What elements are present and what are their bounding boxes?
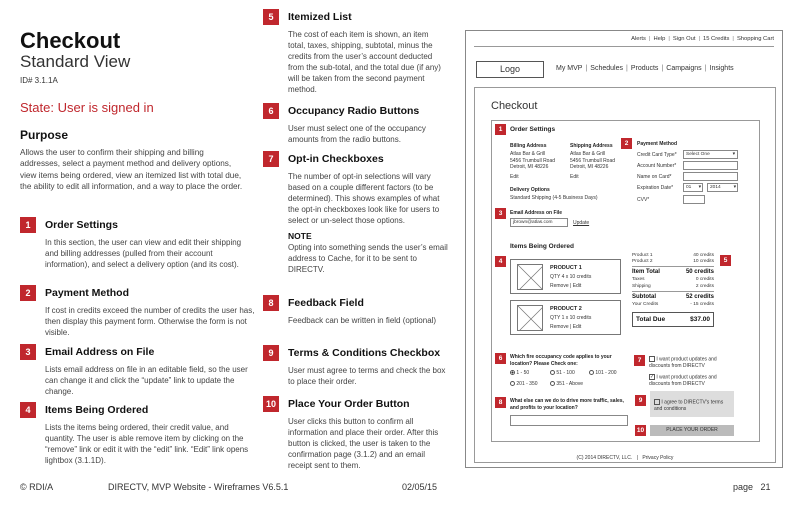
feedback-question: What else can we do to drive more traffic, sales, and profits to your location? [510, 398, 624, 411]
copyright: (C) 2014 DIRECTV, LLC. [576, 455, 633, 461]
section-number-badge: 5 [263, 9, 279, 25]
nav-schedules[interactable]: Schedules [590, 65, 623, 72]
nav-campaigns[interactable]: Campaigns [666, 65, 702, 72]
section-number-badge: 9 [263, 345, 279, 361]
state-label: State: User is signed in [20, 100, 154, 115]
remove-link[interactable]: Remove [550, 324, 569, 330]
section-number-badge: 4 [20, 402, 36, 418]
section-text: Feedback can be written in field (optional) [288, 316, 437, 325]
nav-insights[interactable]: Insights [709, 65, 734, 72]
sign-out-link[interactable]: Sign Out [672, 36, 696, 42]
section-heading: Feedback Field [288, 297, 364, 309]
footer-page: page 21 [733, 482, 771, 492]
shipping-address-label: Shipping Address [570, 143, 613, 149]
section-terms-checkbox [263, 345, 446, 387]
radio[interactable] [510, 381, 515, 386]
section-number-badge: 7 [263, 151, 279, 167]
remove-link[interactable]: Remove [550, 283, 569, 289]
product-card [510, 259, 621, 294]
nav-products[interactable]: Products [630, 65, 659, 72]
section-text: The number of opt-in selections will vary based on a couple different factors (to be determined). This shows examples of what the opt-in checkboxes look like for users to select or un-select those options. [288, 172, 440, 225]
page-subtitle: Standard View [20, 52, 131, 71]
section-occupancy-radio [263, 103, 443, 145]
note-heading: NOTE [288, 231, 312, 241]
help-link[interactable]: Help [653, 36, 666, 42]
callout-badge: 4 [495, 256, 506, 267]
note-text: Opting into something sends the user’s email address to Cache, for it to be sent to DIRECTV. [288, 243, 448, 274]
account-number-label: Account Number* [637, 163, 677, 169]
section-heading: Email Address on File [45, 346, 155, 358]
callout-badge: 5 [720, 255, 731, 266]
section-feedback-field [263, 295, 443, 326]
top-utility-links: Alerts | Help | Sign Out | 15 Credits | Shopping Cart [631, 36, 774, 42]
callout-badge: 10 [636, 427, 645, 434]
billing-address-label: Billing Address [510, 143, 547, 149]
section-heading: Opt-in Checkboxes [288, 153, 384, 165]
callout-badge: 3 [495, 208, 506, 219]
nav-my-mvp[interactable]: My MVP [556, 65, 583, 72]
card-type-select[interactable]: Select One ▾ [683, 150, 738, 159]
section-text: In this section, the user can view and edit their shipping and billing addresses (pulled from their account information), and select a delivery option (and its cost). [45, 238, 242, 269]
divider [632, 291, 714, 292]
radio-selected[interactable] [510, 370, 515, 375]
callout-badge: 1 [495, 124, 506, 135]
callout-badge: 7 [634, 355, 645, 366]
shopping-cart-link[interactable]: Shopping Cart [736, 36, 774, 42]
product-qty: QTY 1 x 10 credits [550, 315, 592, 321]
expiration-label: Expiration Date* [637, 185, 674, 191]
occupancy-option[interactable]: 51 - 100 [550, 370, 575, 377]
product-image-placeholder [517, 305, 543, 331]
callout-badge: 9 [635, 395, 646, 406]
section-items-being-ordered [20, 402, 249, 466]
card-type-label: Credit Card Type* [637, 152, 677, 158]
opt-in-option[interactable]: ✓ I want product updates and discounts from DIRECTV [649, 374, 717, 387]
section-text: The cost of each item is shown, an item total, taxes, shipping, subtotal, minus the credits from the user’s account deducted from the sub-total, and the total due (if any) will be taken from the second payment method. [288, 30, 441, 94]
terms-label: I agree to DIRECTV's terms and conditions [654, 399, 724, 412]
items-heading: Items Being Ordered [510, 243, 574, 250]
delivery-options-label: Delivery Options [510, 187, 550, 193]
section-text: Lists email address on file in an editable field, so the user can change it and click the “update” link to update the change. [45, 365, 248, 396]
section-place-order-button [263, 396, 443, 471]
section-text: If cost in credits exceed the number of credits the user has, then display this payment form. Otherwise the form is not visible. [45, 306, 255, 337]
privacy-policy-link[interactable]: Privacy Policy [642, 455, 674, 461]
section-heading: Occupancy Radio Buttons [288, 105, 420, 117]
chevron-down-icon: ▾ [732, 152, 735, 157]
section-number-badge: 2 [20, 285, 36, 301]
section-email-address [20, 344, 248, 397]
section-number-badge: 10 [263, 396, 279, 412]
footer-project: DIRECTV, MVP Website - Wireframes V6.5.1 [108, 482, 289, 492]
email-label: Email Address on File [510, 210, 563, 216]
section-order-settings [20, 217, 245, 270]
section-number-badge: 1 [20, 217, 36, 233]
divider [632, 266, 714, 267]
product-image-placeholder [517, 264, 543, 290]
page-number: 21 [760, 482, 771, 492]
doc-id: ID# 3.1.1A [20, 76, 58, 85]
cvv-input[interactable] [683, 195, 705, 204]
product-qty: QTY 4 x 10 credits [550, 274, 592, 280]
order-settings-heading: Order Settings [510, 126, 556, 133]
product-actions: Remove | Edit [550, 283, 582, 289]
payment-method-label: Payment Method [637, 141, 678, 147]
product-name: PRODUCT 1 [550, 265, 582, 271]
section-heading: Terms & Conditions Checkbox [288, 347, 441, 359]
purpose-heading: Purpose [20, 128, 69, 142]
section-text: Lists the items being ordered, their credit value, and quantity. The user is able remove item by clicking on the “remove” link or edit it with the “edit” link. “Edit” link opens lightbox (3.1.1D). [45, 423, 249, 465]
itemized-summary: Product 1 40 credits Product 2 10 credits Item Total 50 credits Taxes 0 credits Shipping 2 credits Subtotal 52 credits Your Credits - 15 credits Total Due $37.00 [632, 253, 714, 327]
chevron-down-icon: ▾ [698, 185, 701, 190]
main-nav: My MVP | Schedules | Products | Campaigns | Insights [556, 65, 734, 72]
section-payment-method [20, 285, 255, 338]
feedback-input[interactable] [510, 415, 628, 426]
checkout-title: Checkout [491, 100, 538, 112]
email-input[interactable]: jbrown@atlas.com [510, 218, 568, 227]
radio[interactable] [589, 370, 594, 375]
edit-link[interactable]: Edit [570, 173, 579, 180]
product-actions: Remove | Edit [550, 324, 582, 330]
delivery-option-value[interactable]: Standard Shipping (4-5 Business Days) [510, 195, 598, 201]
section-heading: Payment Method [45, 287, 130, 299]
credits-link[interactable]: 15 Credits [703, 36, 730, 42]
checkout-panel [474, 87, 776, 463]
footer-credit: © RDI/A [20, 482, 54, 492]
callout-badge: 6 [495, 353, 506, 364]
exp-month-select[interactable]: 01 ▾ [683, 183, 703, 192]
logo[interactable]: Logo [476, 61, 544, 78]
divider [474, 46, 774, 47]
alerts-link[interactable]: Alerts [631, 36, 646, 42]
occupancy-option[interactable]: 101 - 200 [589, 370, 617, 377]
chevron-down-icon: ▾ [733, 185, 736, 190]
place-order-button[interactable]: PLACE YOUR ORDER [650, 425, 734, 436]
name-on-card-input[interactable] [683, 172, 738, 181]
purpose-text: Allows the user to confirm their shipping and billing addresses, select a payment method and delivery options, view items being ordered, view an itemized list with total due, the ability to edit all information, and a way to place the order. [20, 148, 243, 192]
terms-box[interactable] [650, 391, 734, 417]
edit-link[interactable]: Edit [572, 283, 582, 289]
section-text: User must select one of the occupancy amounts from the radio buttons. [288, 124, 426, 144]
callout-badge: 2 [621, 138, 632, 149]
name-on-card-label: Name on Card* [637, 174, 672, 180]
checkbox[interactable] [654, 399, 660, 405]
shipping-address: Atlas Bar & Grill 5456 Trumbull Road Detroit, MI 48226 Edit [570, 151, 616, 180]
occupancy-option[interactable]: 201 - 350 [510, 381, 538, 388]
section-heading: Items Being Ordered [45, 404, 149, 416]
wireframe-mockup [465, 30, 783, 468]
page-title: Checkout [20, 28, 121, 53]
section-opt-in-checkboxes [263, 151, 448, 275]
update-link[interactable]: Update [573, 220, 590, 226]
billing-address: Atlas Bar & Grill 5456 Trumbull Road Detroit, MI 48226 Edit [510, 151, 556, 180]
section-text: User clicks this button to confirm all information and place their order. After this button is clicked, the user is taken to the confirmation page (3.1.2) and an email receipt sent to them. [288, 417, 439, 470]
product-card [510, 300, 621, 335]
section-number-badge: 8 [263, 295, 279, 311]
cvv-label: CVV* [637, 197, 650, 203]
edit-link[interactable]: Edit [510, 173, 519, 180]
total-due-box: Total Due $37.00 [632, 312, 714, 327]
occupancy-question: Which fire occupancy code applies to your location? Please Check one: [510, 354, 612, 367]
radio[interactable] [550, 381, 555, 386]
account-number-input[interactable] [683, 161, 738, 170]
checkbox[interactable] [649, 356, 655, 362]
footer-date: 02/05/15 [402, 482, 438, 492]
checkout-form [491, 120, 760, 442]
callout-badge: 8 [495, 397, 506, 408]
section-heading: Itemized List [288, 11, 352, 23]
section-text: User must agree to terms and check the box to place their order. [288, 366, 446, 386]
exp-year-select[interactable]: 2014 ▾ [707, 183, 738, 192]
checkbox-checked[interactable]: ✓ [650, 374, 655, 380]
section-heading: Order Settings [45, 219, 118, 231]
wireframe-footer: (C) 2014 DIRECTV, LLC. | Privacy Policy [576, 455, 674, 461]
section-number-badge: 6 [263, 103, 279, 119]
section-heading: Place Your Order Button [288, 398, 410, 410]
opt-in-option[interactable]: I want product updates and discounts from DIRECTV [649, 356, 717, 369]
radio[interactable] [550, 370, 555, 375]
section-number-badge: 3 [20, 344, 36, 360]
product-name: PRODUCT 2 [550, 306, 582, 312]
occupancy-option[interactable]: 1 - 50 [510, 370, 529, 377]
edit-link[interactable]: Edit [572, 324, 582, 330]
occupancy-option[interactable]: 351 - Above [550, 381, 583, 388]
section-itemized-list [263, 9, 443, 95]
